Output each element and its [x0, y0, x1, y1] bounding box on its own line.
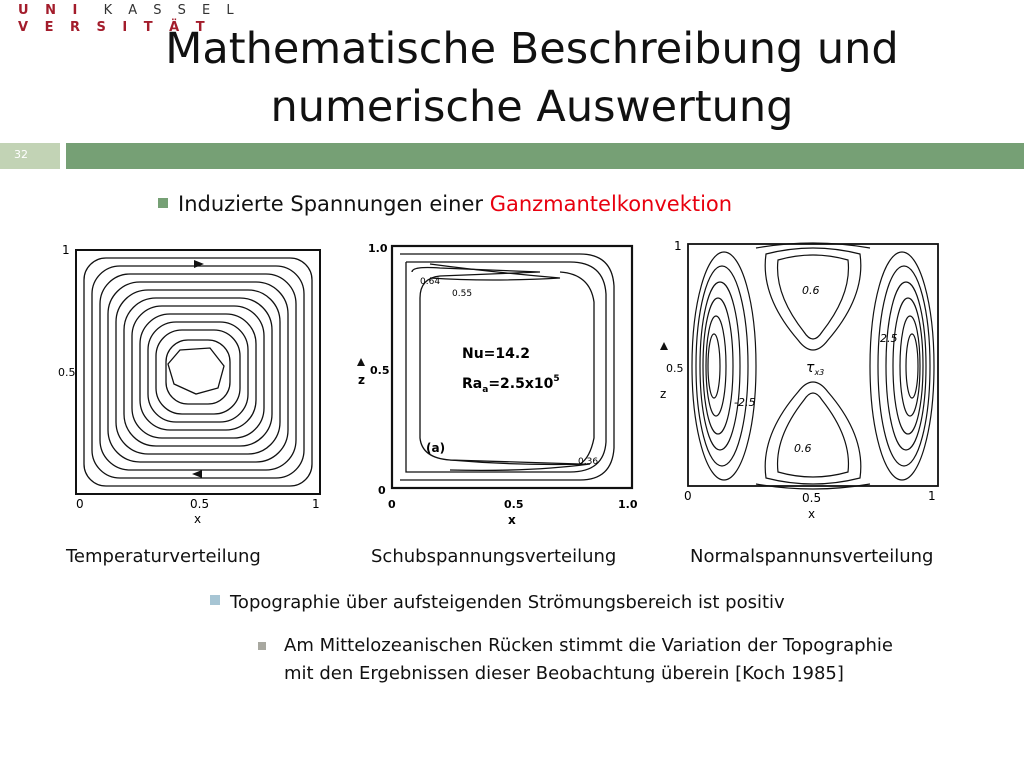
fig2-rayleigh: [462, 374, 560, 395]
fig2-y-zero: 0: [378, 484, 386, 497]
fig1-y-mid: 0.5: [58, 366, 76, 379]
fig2-ylabel: z: [358, 373, 365, 387]
fig3-up-arrow-icon: [660, 342, 668, 350]
shear-stress-contour-plot: [350, 238, 650, 534]
bullet-square-icon: [158, 198, 168, 208]
fig3-label-left: -2.5: [734, 396, 756, 409]
fig2-ra-val: =2.5x10: [488, 376, 554, 392]
fig3-tau-label: [806, 360, 824, 377]
fig2-x1: 1.0: [618, 498, 638, 511]
logo-line2: V E R S I T Ä T: [18, 20, 211, 35]
slide-number: 32: [14, 148, 28, 161]
fig2-x-mid: 0.5: [504, 498, 524, 511]
fig2-x0: 0: [388, 498, 396, 511]
caption-normal: Normalspannunsverteilung: [690, 546, 934, 567]
bullet1-highlight: Ganzmantelkonvektion: [489, 192, 733, 216]
caption-temperature: Temperaturverteilung: [66, 546, 261, 567]
figure-normal-stress: [656, 236, 952, 526]
fig3-label-right: 2.5: [880, 332, 898, 345]
fig2-up-arrow-icon: [357, 358, 365, 366]
fig2-ra-sub: a: [482, 385, 489, 395]
logo-line1-rest: K A S S E L: [103, 3, 240, 18]
bullet3-text: Am Mittelozeanischen Rücken stimmt die Variation der Topographie mit den Ergebnissen dieser Beobachtung überein [Koch 1985]: [284, 635, 894, 684]
bullet2-text: Topographie über aufsteigenden Strömungsbereich ist positiv: [230, 592, 785, 613]
fig3-x1: 1: [928, 489, 936, 503]
fig3-xlabel: x: [808, 507, 816, 521]
flow-arrow-top-icon: [194, 260, 204, 268]
fig1-xlabel: x: [194, 512, 202, 526]
fig3-y-top: 1: [674, 239, 682, 253]
fig3-tau-sub: x3: [814, 368, 825, 377]
caption-shear: Schubspannungsverteilung: [371, 546, 617, 567]
header-divider-bar: [66, 143, 1024, 169]
fig2-contour-064: 0.64: [420, 277, 441, 287]
bullet-square-gray-icon: [258, 642, 266, 650]
logo-red-part: U N I: [18, 3, 84, 18]
fig3-ylabel: z: [660, 387, 667, 401]
fig3-y-mid: 0.5: [666, 362, 684, 375]
fig2-xlabel: x: [508, 513, 516, 527]
fig3-x-mid: 0.5: [802, 491, 822, 505]
title-line-2: numerische Auswertung: [270, 82, 794, 132]
fig3-tau: τ: [806, 360, 815, 376]
figure-shear-stress: [350, 238, 650, 534]
fig3-x0: 0: [684, 489, 692, 503]
fig3-label-top: 0.6: [802, 284, 820, 297]
fig2-ra-exp: 5: [553, 374, 560, 384]
fig1-x-mid: 0.5: [190, 497, 210, 511]
flow-arrow-bottom-icon: [192, 470, 202, 478]
normal-stress-contour-plot: [656, 236, 952, 526]
temperature-contour-plot: [58, 238, 328, 528]
fig2-nusselt: Nu=14.2: [462, 346, 530, 362]
fig2-contour-055: 0.55: [452, 289, 473, 299]
fig2-contour-036: 0.36: [578, 457, 599, 467]
bullet-induced-stresses: [158, 192, 732, 216]
bullet-topography: [210, 592, 785, 613]
slide-number-box: [0, 143, 60, 169]
fig1-x0: 0: [76, 497, 84, 511]
fig2-y-top: 1.0: [368, 242, 388, 255]
slide-title: [100, 20, 964, 136]
fig2-y-mid: 0.5: [370, 364, 390, 377]
bullet-square-blue-icon: [210, 595, 220, 605]
fig3-label-bottom: 0.6: [794, 442, 812, 455]
fig2-panel-label: (a): [426, 441, 446, 455]
fig1-x1: 1: [312, 497, 320, 511]
title-line-1: Mathematische Beschreibung und: [165, 24, 899, 74]
fig2-ra: Ra: [462, 376, 483, 392]
bullet1-text: Induzierte Spannungen einer: [178, 192, 490, 216]
fig1-y-top: 1: [62, 243, 70, 257]
temperature-contours: [76, 250, 320, 494]
figure-temperature: [58, 238, 328, 528]
